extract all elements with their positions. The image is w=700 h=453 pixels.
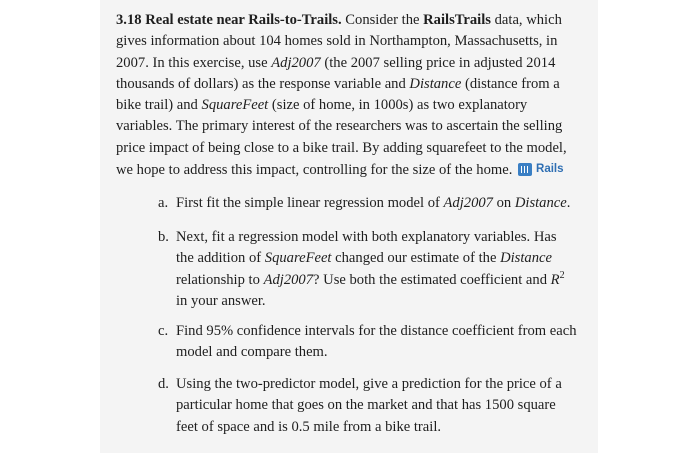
part-text xyxy=(176,374,578,438)
text: changed our estimate of the xyxy=(331,250,501,267)
intro-text: data, which gives information about 104 homes sold in Northampton, Massachusetts, in 2007. In this exercise, use xyxy=(116,12,562,71)
intro-text: Consider the xyxy=(341,12,424,28)
text: First fit the simple linear regression model of xyxy=(176,195,444,211)
variable-name: Distance xyxy=(409,75,462,92)
text: in your answer. xyxy=(176,292,266,309)
variable-name: Adj2007 xyxy=(443,195,493,211)
variable-name: Distance xyxy=(500,250,552,267)
part-marker: b. xyxy=(158,229,169,245)
part-marker: d. xyxy=(158,376,169,392)
text: ? Use both the estimated coefficient and xyxy=(313,271,551,288)
part-marker: a. xyxy=(158,195,169,211)
text: Find 95% confidence intervals for the distance coefficient from each model and compare them. xyxy=(176,323,577,361)
intro-text: (the 2007 selling price in adjusted 2014 thousands of dollars) as the response variable and xyxy=(116,54,556,92)
part-text xyxy=(176,227,578,312)
intro-text: (distance from a bike trail) and xyxy=(116,75,560,114)
text: Using the two-predictor model, give a prediction for the price of a particular home that goes on the market and that has 1500 square feet of space and is 0.5 mile from a bike trail. xyxy=(176,376,562,435)
superscript: 2 xyxy=(559,269,565,281)
dataset-name: RailsTrails xyxy=(423,12,491,28)
variable-name: Distance xyxy=(514,195,567,211)
r-squared-symbol: R xyxy=(550,271,560,288)
part-text xyxy=(176,321,578,364)
text: . xyxy=(566,195,571,211)
part-marker: c. xyxy=(158,323,169,339)
part-text xyxy=(176,193,578,214)
variable-name: SquareFeet xyxy=(264,250,332,267)
dataset-badge-label: Rails xyxy=(536,163,564,176)
exercise-part-b xyxy=(158,227,578,312)
text: relationship to xyxy=(176,271,264,288)
exercise-intro xyxy=(116,10,586,182)
exercise-part-d xyxy=(158,374,578,438)
exercise-part-a xyxy=(158,193,578,214)
text: on xyxy=(492,195,515,211)
exercise-part-c xyxy=(158,321,578,364)
dataset-icon xyxy=(518,163,532,176)
exercise-title: Real estate near Rails-to-Trails. xyxy=(145,12,342,28)
intro-text: (size of home, in 1000s) as two explanatory variables. The primary interest of the researchers was to ascertain the selling price impact of being close to a bike trail. By adding squarefeet to the model, we hope to address this impact, controlling for the size of the home. xyxy=(116,97,567,179)
variable-name: Adj2007 xyxy=(263,271,314,288)
variable-name: SquareFeet xyxy=(201,97,269,114)
exercise-number: 3.18 xyxy=(116,12,142,28)
dataset-badge[interactable] xyxy=(518,159,564,180)
text: Next, fit a regression model with both explanatory variables. Has the addition of xyxy=(176,229,557,267)
variable-name: Adj2007 xyxy=(271,54,321,71)
